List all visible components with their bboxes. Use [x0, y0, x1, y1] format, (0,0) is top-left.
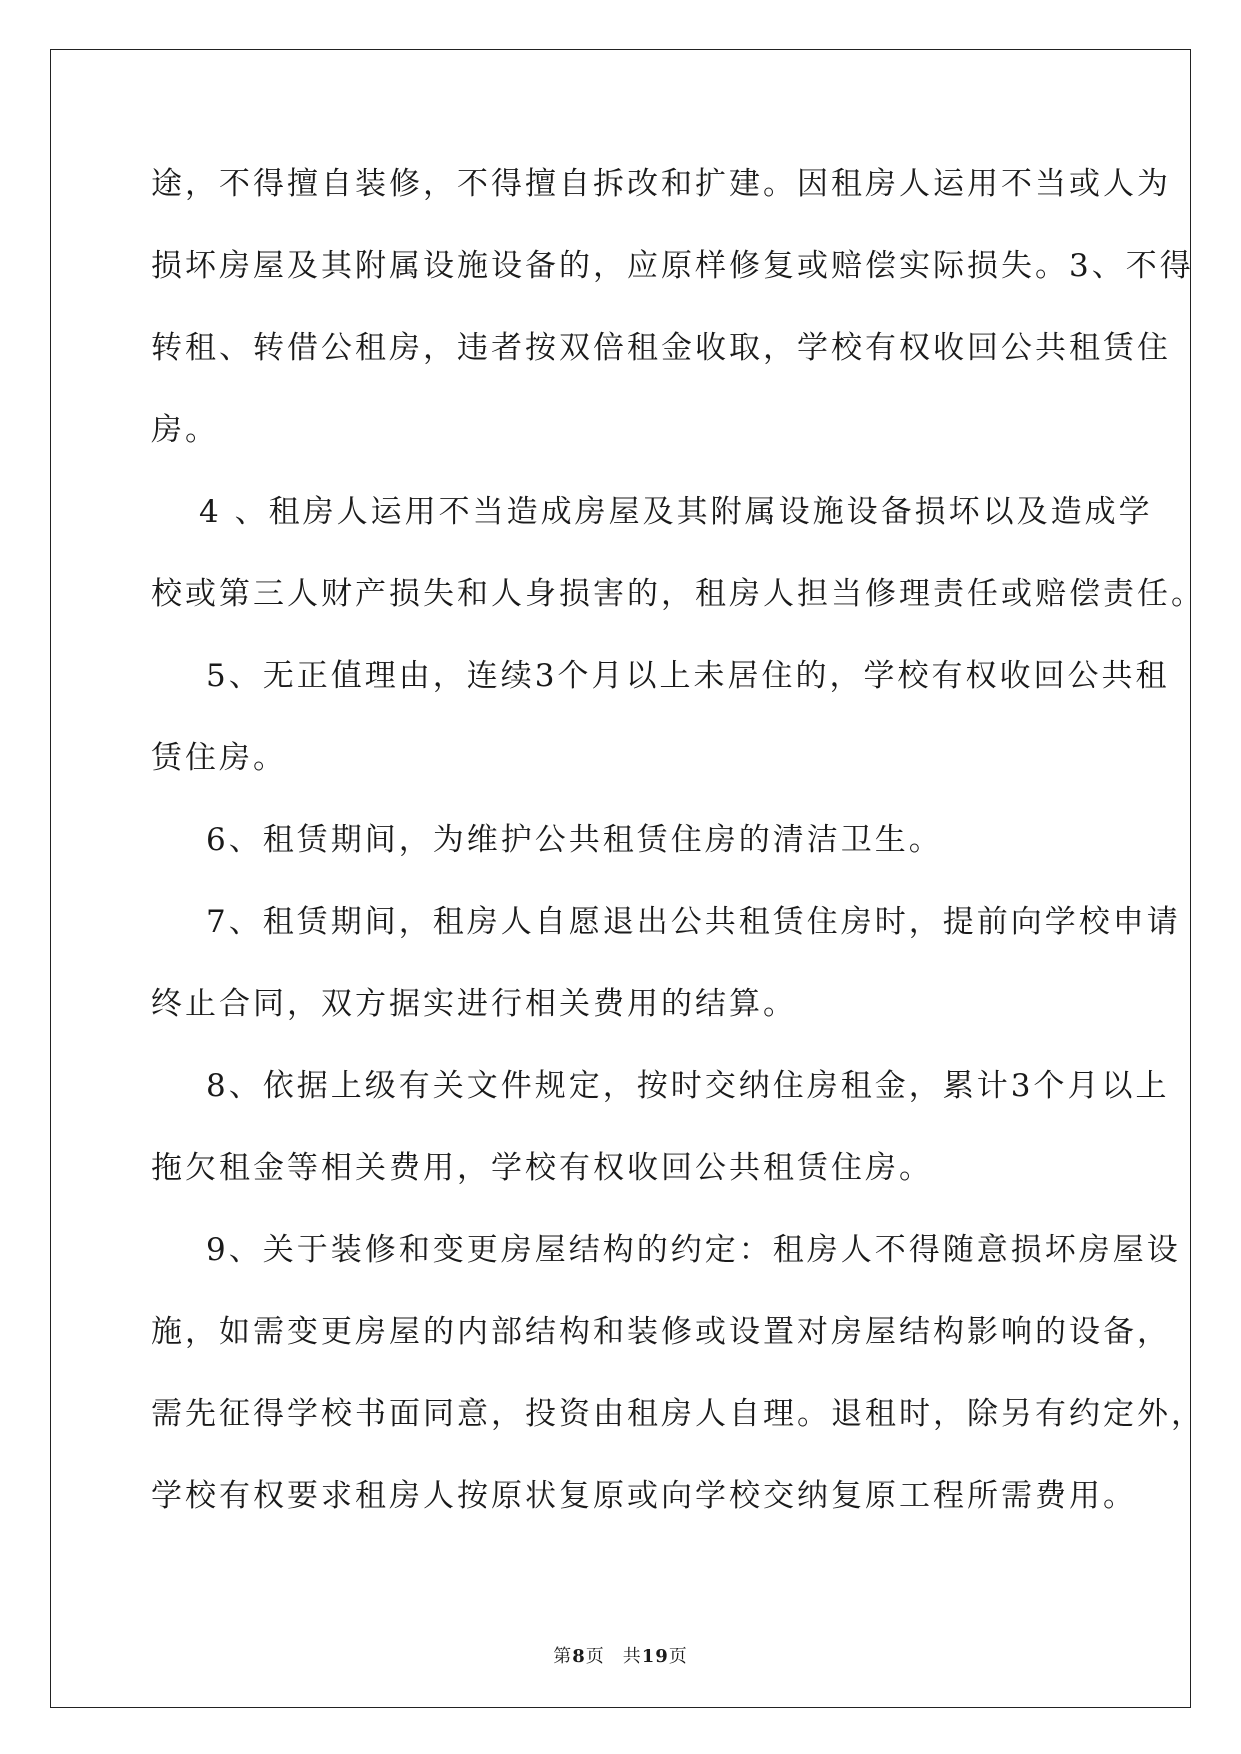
text-line: 赁住房。 — [151, 740, 287, 776]
text-line: 终止合同，双方据实进行相关费用的结算。 — [151, 986, 797, 1022]
text-line: 施，如需变更房屋的内部结构和装修或设置对房屋结构影响的设备， — [151, 1314, 1171, 1350]
paragraph-start-line: 7、租赁期间，租房人自愿退出公共租赁住房时，提前向学校申请 — [206, 904, 1181, 940]
page-number: 8 — [572, 1646, 586, 1667]
text-line: 拖欠租金等相关费用，学校有权收回公共租赁住房。 — [151, 1150, 933, 1186]
paragraph-start-line: 5、无正值理由，连续3个月以上未居住的，学校有权收回公共租 — [206, 658, 1170, 694]
text-line: 损坏房屋及其附属设施设备的，应原样修复或赔偿实际损失。3、不得 — [151, 248, 1194, 284]
text-line: 转租、转借公租房，违者按双倍租金收取，学校有权收回公共租赁住 — [151, 330, 1171, 366]
text-line: 校或第三人财产损失和人身损害的，租房人担当修理责任或赔偿责任。 — [151, 576, 1205, 612]
paragraph-start-line: 8、依据上级有关文件规定，按时交纳住房租金，累计3个月以上 — [206, 1068, 1170, 1104]
text-line: 房。 — [151, 412, 219, 448]
page-suffix: 页 — [585, 1646, 605, 1667]
total-pages: 19 — [641, 1646, 669, 1667]
paragraph-start-line: 9、关于装修和变更房屋结构的约定：租房人不得随意损坏房屋设 — [206, 1232, 1181, 1268]
page-footer — [0, 1642, 1241, 1668]
page-prefix: 第 — [553, 1646, 573, 1667]
text-line: 途，不得擅自装修，不得擅自拆改和扩建。因租房人运用不当或人为 — [151, 166, 1171, 202]
text-line: 学校有权要求租房人按原状复原或向学校交纳复原工程所需费用。 — [151, 1478, 1137, 1514]
total-suffix: 页 — [668, 1646, 688, 1667]
text-line: 需先征得学校书面同意，投资由租房人自理。退租时，除另有约定外， — [151, 1396, 1205, 1432]
document-body — [151, 164, 1205, 1558]
paragraph-start-line: 4 、租房人运用不当造成房屋及其附属设施设备损坏以及造成学 — [199, 494, 1153, 530]
paragraph-start-line: 6、租赁期间，为维护公共租赁住房的清洁卫生。 — [206, 822, 943, 858]
total-prefix: 共 — [622, 1646, 642, 1667]
